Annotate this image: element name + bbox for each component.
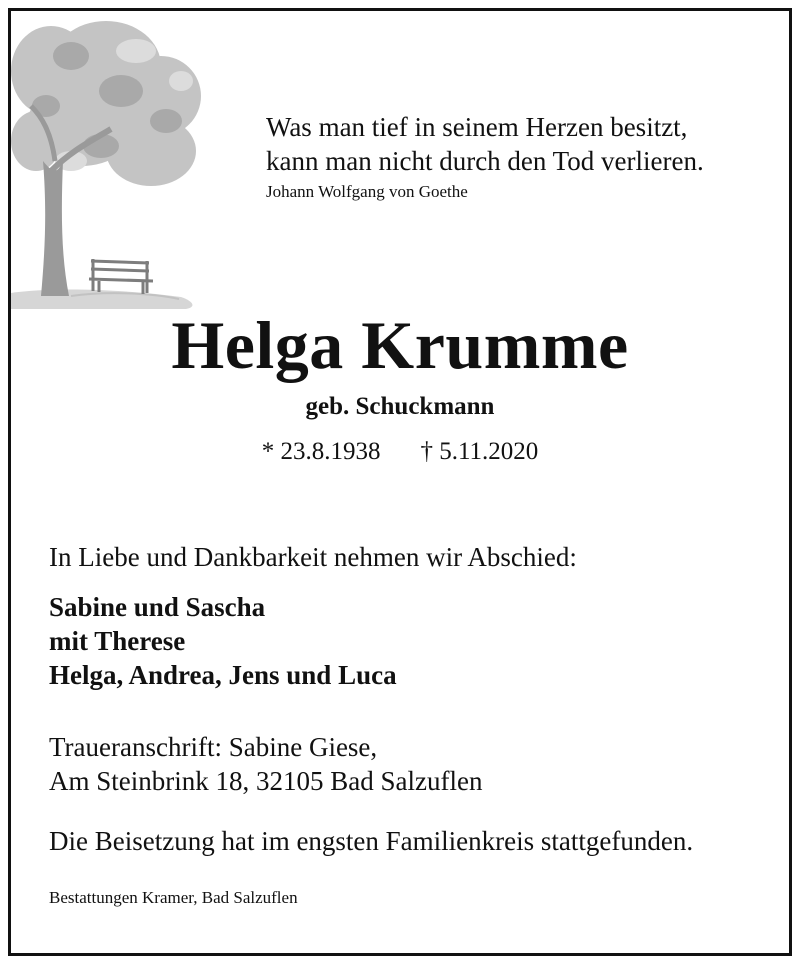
funeral-notice: Die Beisetzung hat im engsten Familienkreis stattgefunden. bbox=[49, 826, 694, 856]
quote bbox=[266, 110, 776, 204]
life-dates bbox=[0, 435, 800, 469]
mourner-line: Helga, Andrea, Jens und Luca bbox=[49, 660, 397, 690]
deceased-name: Helga Krumme bbox=[171, 307, 629, 383]
mourner-line: mit Therese bbox=[49, 626, 186, 656]
farewell-text: In Liebe und Dankbarkeit nehmen wir Abschied: bbox=[49, 542, 577, 572]
mourner-line: Sabine und Sascha bbox=[49, 592, 266, 622]
undertaker-credit: Bestattungen Kramer, Bad Salzuflen bbox=[49, 888, 298, 907]
mourners-list bbox=[49, 590, 397, 692]
death-date: † 5.11.2020 bbox=[420, 438, 539, 465]
quote-line: Was man tief in seinem Herzen besitzt, bbox=[266, 112, 688, 142]
address-line: Am Steinbrink 18, 32105 Bad Salzuflen bbox=[49, 766, 483, 796]
mourning-address bbox=[49, 730, 482, 798]
address-line: Traueranschrift: Sabine Giese, bbox=[49, 732, 378, 762]
tree-and-bench-icon bbox=[11, 11, 201, 311]
quote-author: Johann Wolfgang von Goethe bbox=[266, 182, 468, 201]
quote-line: kann man nicht durch den Tod verlieren. bbox=[266, 146, 704, 176]
birth-date: * 23.8.1938 bbox=[261, 438, 381, 465]
maiden-name: geb. Schuckmann bbox=[305, 393, 495, 420]
